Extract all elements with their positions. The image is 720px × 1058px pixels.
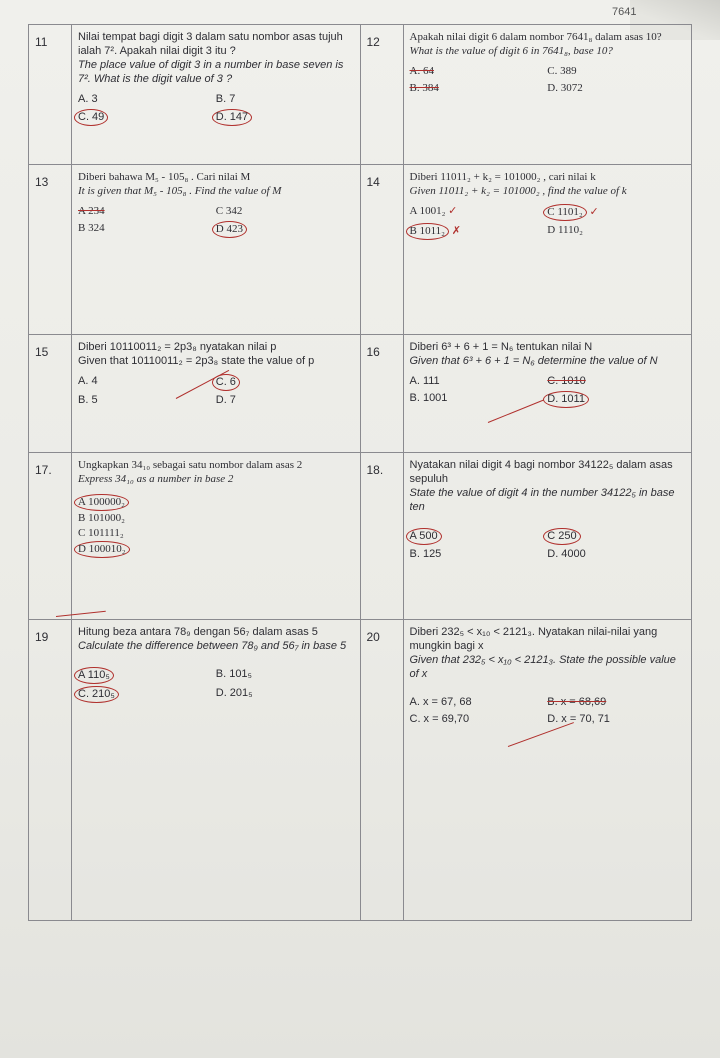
option-d [547,391,685,408]
question-number: 13 [29,165,72,335]
option-c [216,374,354,391]
question-malay-text: Ungkapkan 34₁₀ sebagai satu nombor dalam asas 2 [78,459,303,471]
question-malay-text: Diberi 11011₂ + k₂ = 101000₂ , cari nilai k [409,171,596,183]
option-d [216,109,354,126]
answer-options [410,204,686,240]
option-a [78,667,216,684]
question-number: 14 [360,165,403,335]
option-d: D. 4000 [547,548,586,560]
question-malay-text: Apakah nilai digit 6 dalam nombor 7641₈ dalam asas 10? [409,31,662,43]
answer-options [78,374,354,408]
question-english-text: Given that 10110011₂ = 2p3₈ state the value of p [78,355,315,367]
option-a: A 1001₂ ✓ [409,205,458,217]
option-c: C. 1010 [547,375,586,387]
option-a [410,528,548,545]
option-c [78,686,216,703]
question-12 [403,25,692,165]
option-b [410,223,548,240]
question-18 [403,453,692,620]
red-circle-mark: D 423 [212,221,247,238]
question-17 [72,453,361,620]
option-c [547,204,685,221]
question-20 [403,620,692,921]
option-d [78,541,354,558]
question-english-text: Given that 232₅ < x₁₀ < 2121₃. State the possible value of x [409,654,676,680]
option-a: A. 3 [78,93,98,105]
option-a: A 234 [78,205,105,217]
question-malay-text: Diberi 10110011₂ = 2p3₈ nyatakan nilai p [78,341,277,353]
question-malay-text: Diberi bahawa M₅ - 105₈ . Cari nilai M [78,171,251,183]
question-number: 15 [29,335,72,453]
question-14 [403,165,692,335]
option-a: A. 64 [409,65,434,77]
question-number: 17. [29,453,72,620]
option-b: B. 101₅ [215,668,252,680]
question-16 [403,335,692,453]
red-circle-mark: C 250 [543,528,580,545]
question-number: 16 [360,335,403,453]
red-circle-mark: A 110₅ [74,667,114,684]
question-english-text: It is given that M₅ - 105₈ . Find the value of M [78,185,282,197]
answer-options [410,64,686,96]
red-circle-mark: D. 1011 [543,391,589,408]
question-malay-text: Diberi 6³ + 6 + 1 = N₆ tentukan nilai N [409,341,593,353]
option-d: D 1110₂ [547,224,583,236]
question-english-text: State the value of digit 4 in the number 34122₅ in base ten [409,487,675,513]
check-mark-icon: ✓ [448,205,458,217]
question-english-text: Given that 6³ + 6 + 1 = N₆ determine the value of N [409,355,658,367]
red-circle-mark: C. 49 [74,109,108,126]
option-b: B. 384 [409,82,439,94]
option-b: B. 7 [215,93,236,105]
option-b: B. x = 68,69 [547,696,607,708]
question-number: 12 [360,25,403,165]
question-15 [72,335,361,453]
answer-options [78,204,354,238]
question-number: 11 [29,25,72,165]
option-d: D. 3072 [547,82,583,94]
option-c: C. 389 [547,65,577,77]
option-b: B. 125 [409,548,442,560]
option-d [216,221,354,238]
option-c [78,109,216,126]
question-13 [72,165,361,335]
question-number: 18. [360,453,403,620]
option-b: B 101000₂ [78,512,125,524]
answer-options [78,92,354,126]
question-number: 20 [360,620,403,921]
option-d: D. 201₅ [215,687,253,699]
answer-options [78,667,354,703]
answer-options [78,494,354,558]
red-circle-mark: C 1101₂ [543,204,587,221]
question-english-text: The place value of digit 3 in a number in base seven is 7². What is the digit value of 3 ? [78,59,344,85]
question-11 [72,25,361,165]
question-english-text: Express 34₁₀ as a number in base 2 [78,473,234,485]
option-c: C. x = 69,70 [409,713,470,725]
answer-options [410,374,686,408]
question-malay-text: Nyatakan nilai digit 4 bagi nombor 34122₅ dalam asas sepuluh [409,459,673,485]
answer-options [410,695,686,727]
cross-mark-icon: ✗ [451,225,461,237]
option-a: A. 4 [78,375,98,387]
red-circle-mark: D 100010₂ [74,541,130,558]
question-english-text: Calculate the difference between 78₉ and 56₇ in base 5 [78,640,347,652]
red-circle-mark: D. 147 [212,109,252,126]
red-circle-mark: B 1011₂ [406,223,450,240]
question-malay-text: Hitung beza antara 78₉ dengan 56₇ dalam asas 5 [78,626,318,638]
option-b: B 324 [78,222,105,234]
option-b: B. 1001 [409,392,448,404]
question-table [28,24,692,921]
red-circle-mark: C. 6 [212,374,240,391]
answer-options [410,528,686,562]
option-d: D. 7 [215,394,236,406]
option-b: B. 5 [78,394,98,406]
red-circle-mark: A 500 [406,528,442,545]
option-c: C 101111₂ [78,527,124,539]
option-a: A. 111 [409,375,440,387]
question-number: 19 [29,620,72,921]
question-english-text: What is the value of digit 6 in 7641₈, base 10? [409,45,613,57]
header-fragment-text: 7641 [612,6,637,18]
red-circle-mark: A 100000₂ [74,494,129,511]
check-mark-icon: ✓ [589,206,599,218]
option-a: A. x = 67, 68 [409,696,472,708]
option-c: C 342 [215,205,243,217]
question-19 [72,620,361,921]
option-d: D. x = 70, 71 [547,713,610,725]
red-circle-mark: C. 210₅ [74,686,119,703]
question-malay-text: Diberi 232₅ < x₁₀ < 2121₃. Nyatakan nilai-nilai yang mungkin bagi x [409,626,658,652]
option-c [547,528,685,545]
question-english-text: Given 11011₂ + k₂ = 101000₂ , find the value of k [409,185,627,197]
option-a [78,494,354,511]
question-malay-text: Nilai tempat bagi digit 3 dalam satu nombor asas tujuh ialah 7². Apakah nilai digit 3 itu ? [78,31,343,57]
